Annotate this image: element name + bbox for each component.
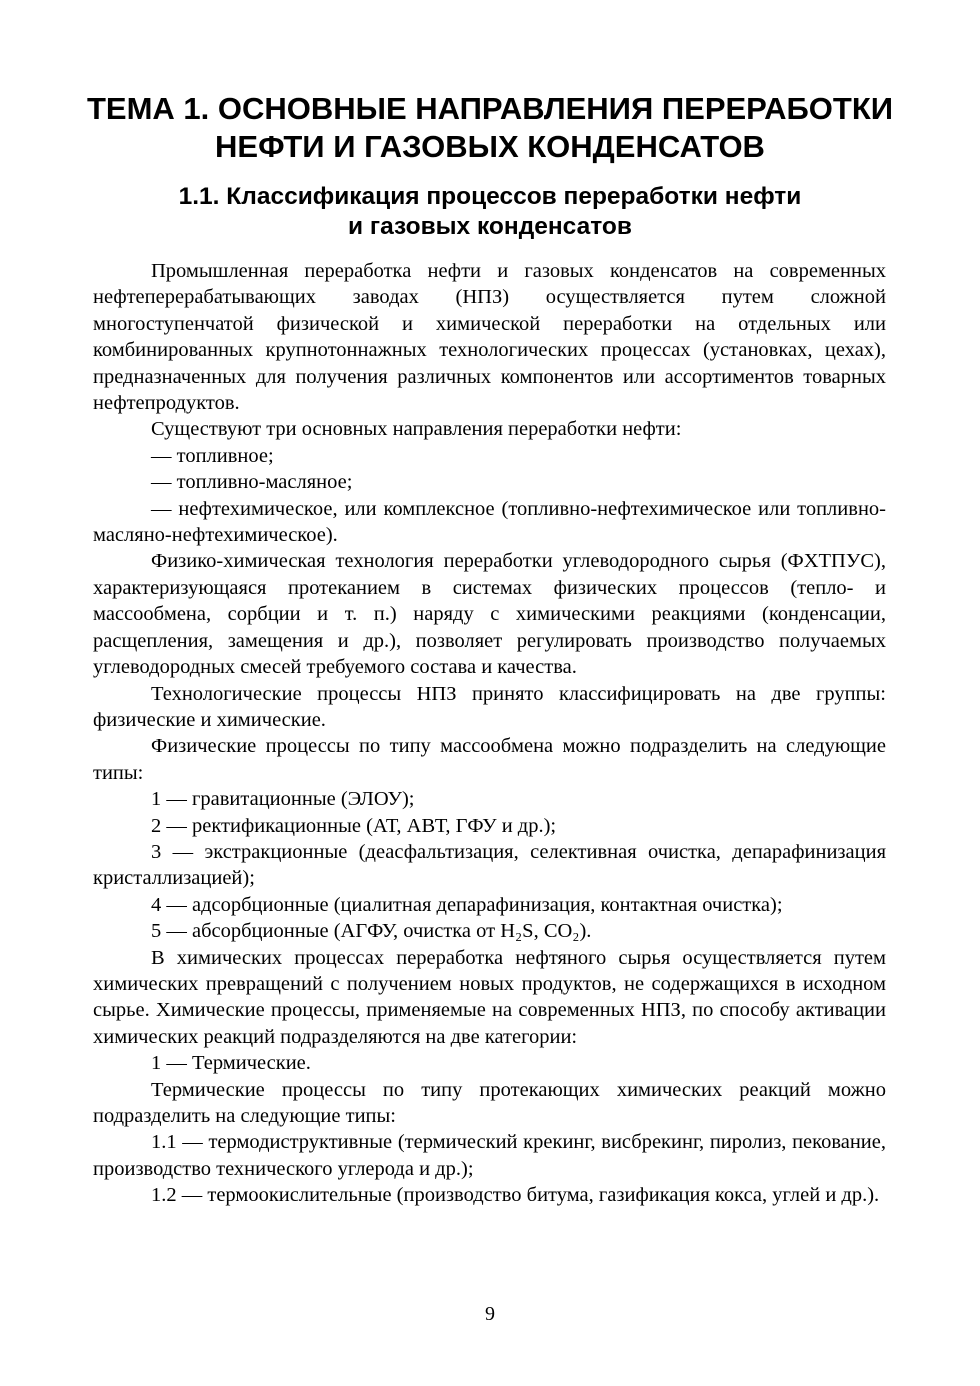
list-item: 1 — гравитационные (ЭЛОУ);: [151, 788, 415, 811]
chapter-title-line-1: ТЕМА 1. ОСНОВНЫЕ НАПРАВЛЕНИЯ ПЕРЕРАБОТКИ: [86, 91, 894, 126]
list-item: 1.2 — термоокислительные (производство битума, газификация кокса, углей и др.).: [151, 1184, 880, 1207]
list-item: — топливное;: [151, 444, 274, 467]
list-item: — топливно-масляное;: [151, 471, 353, 494]
paragraph: Промышленная переработка нефти и газовых конденсатов на современных нефтеперерабатывающих заводах (НПЗ) осуществляется путем сложной многоступенчатой физической и химической переработки на отдельных или комбинированных крупнотоннажных технологических процессах (установках, цехах), предназначенных для получения различных компонентов или ассортиментов товарных нефтепродуктов.: [93, 260, 886, 415]
list-item: 2 — ректификационные (АТ, АВТ, ГФУ и др.);: [151, 814, 557, 837]
list-item: 4 — адсорбционные (циалитная депарафинизация, контактная очистка);: [151, 893, 783, 916]
paragraph: Технологические процессы НПЗ принято классифицировать на две группы: физические и химические.: [93, 682, 886, 731]
paragraph: Существуют три основных направления переработки нефти:: [151, 418, 682, 441]
list-item: 1 — Термические.: [151, 1052, 311, 1075]
list-item: 5 — абсорбционные (АГФУ, очистка от H₂S, CO₂).: [151, 920, 592, 943]
chapter-title-line-2: НЕФТИ И ГАЗОВЫХ КОНДЕНСАТОВ: [215, 129, 765, 164]
section-title-line-1: 1.1. Классификация процессов переработки нефти: [178, 183, 802, 210]
paragraph: Физические процессы по типу массообмена можно подразделить на следующие типы:: [93, 735, 886, 784]
list-item: 1.1 — термодиструктивные (термический крекинг, висбрекинг, пиролиз, пекование, производство технического углерода и др.);: [93, 1131, 886, 1180]
section-title-line-2: и газовых конденсатов: [348, 213, 632, 240]
body-text: [93, 258, 886, 1209]
paragraph: Термические процессы по типу протекающих химических реакций можно подразделить на следующие типы:: [93, 1078, 886, 1127]
chapter-title: [60, 90, 920, 166]
section-title: [90, 182, 890, 242]
paragraph: В химических процессах переработка нефтяного сырья осуществляется путем химических превращений с получением новых продуктов, не содержащихся в исходном сырье. Химические процессы, применяемые на современных НПЗ, по способу активации химических реакций подразделяются на две категории:: [93, 946, 886, 1048]
paragraph: Физико-химическая технология переработки углеводородного сырья (ФХТПУС), характеризующаяся протеканием в системах физических процессов (тепло- и массообмена, сорбции и т. п.) наряду с химическими реакциями (конденсации, расщепления, замещения и др.), позволяет регулировать производство получаемых углеводородных смесей требуемого состава и качества.: [93, 550, 886, 679]
page-number: 9: [485, 1303, 495, 1325]
list-item: — нефтехимическое, или комплексное (топливно-нефтехимическое или топливно-масляно-нефтехимическое).: [93, 497, 886, 547]
list-item: 3 — экстракционные (деасфальтизация, селективная очистка, депарафинизация кристаллизацией);: [93, 840, 886, 890]
